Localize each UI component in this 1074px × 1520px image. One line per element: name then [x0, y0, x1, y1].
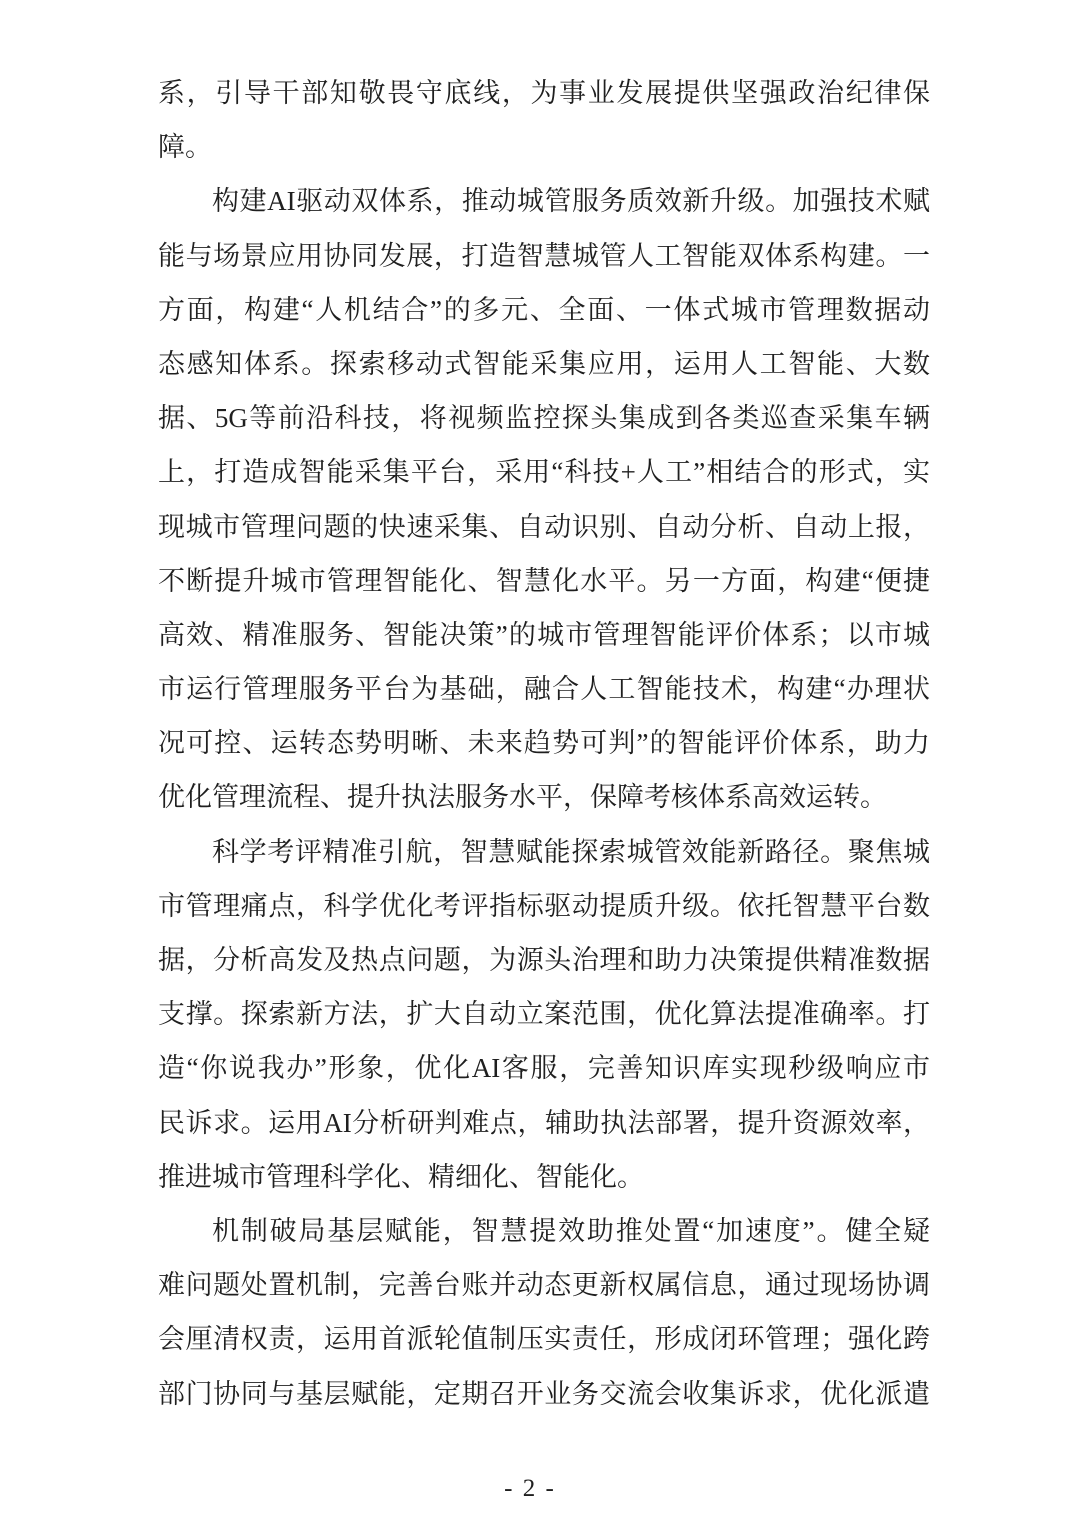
text-line: 机制破局基层赋能，智慧提效助推处置“加速度”。健全疑: [212, 1215, 930, 1246]
text-line: 不断提升城市管理智能化、智慧化水平。另一方面，构建“便捷: [158, 565, 930, 596]
text-line: 难问题处置机制，完善台账并动态更新权属信息，通过现场协调: [158, 1270, 930, 1301]
text-line: 态感知体系。探索移动式智能采集应用，运用人工智能、大数: [158, 348, 930, 379]
text-line: 推进城市管理科学化、精细化、智能化。: [158, 1161, 644, 1192]
text-line: 民诉求。运用AI分析研判难点，辅助执法部署，提升资源效率，: [158, 1107, 930, 1138]
text-line: 优化管理流程、提升执法服务水平，保障考核体系高效运转。: [158, 782, 887, 813]
text-line: 系，引导干部知敬畏守底线，为事业发展提供坚强政治纪律保: [158, 78, 930, 108]
text-line: 市管理痛点，科学优化考评指标驱动提质升级。依托智慧平台数: [158, 890, 930, 921]
text-line: 方面，构建“人机结合”的多元、全面、一体式城市管理数据动: [158, 294, 930, 325]
text-line: 部门协同与基层赋能，定期召开业务交流会收集诉求，优化派遣: [158, 1378, 930, 1409]
text-line: 现城市管理问题的快速采集、自动识别、自动分析、自动上报，: [158, 511, 930, 542]
text-line: 据，分析高发及热点问题，为源头治理和助力决策提供精准数据: [158, 945, 930, 975]
text-line: 造“你说我办”形象，优化AI客服，完善知识库实现秒级响应市: [158, 1053, 930, 1084]
text-line: 上，打造成智能采集平台，采用“科技+人工”相结合的形式，实: [158, 457, 930, 488]
text-line: 市运行管理服务平台为基础，融合人工智能技术，构建“办理状: [158, 674, 930, 705]
document-body: [158, 66, 930, 1421]
text-line: 障。: [158, 132, 212, 163]
text-line: 况可控、运转态势明晰、未来趋势可判”的智能评价体系，助力: [158, 728, 930, 759]
text-line: 会厘清权责，运用首派轮值制压实责任，形成闭环管理；强化跨: [158, 1324, 930, 1355]
page-number: - 2 -: [504, 1475, 556, 1502]
text-line: 支撑。探索新方法，扩大自动立案范围，优化算法提准确率。打: [158, 999, 930, 1030]
text-line: 据、5G等前沿科技，将视频监控探头集成到各类巡查采集车辆: [158, 403, 930, 434]
text-line: 科学考评精准引航，智慧赋能探索城管效能新路径。聚焦城: [212, 836, 930, 867]
text-line: 高效、精准服务、智能决策”的城市管理智能评价体系；以市城: [158, 619, 930, 650]
text-line: 能与场景应用协同发展，打造智慧城管人工智能双体系构建。一: [158, 240, 930, 271]
text-line: 构建AI驱动双体系，推动城管服务质效新升级。加强技术赋: [212, 186, 930, 217]
